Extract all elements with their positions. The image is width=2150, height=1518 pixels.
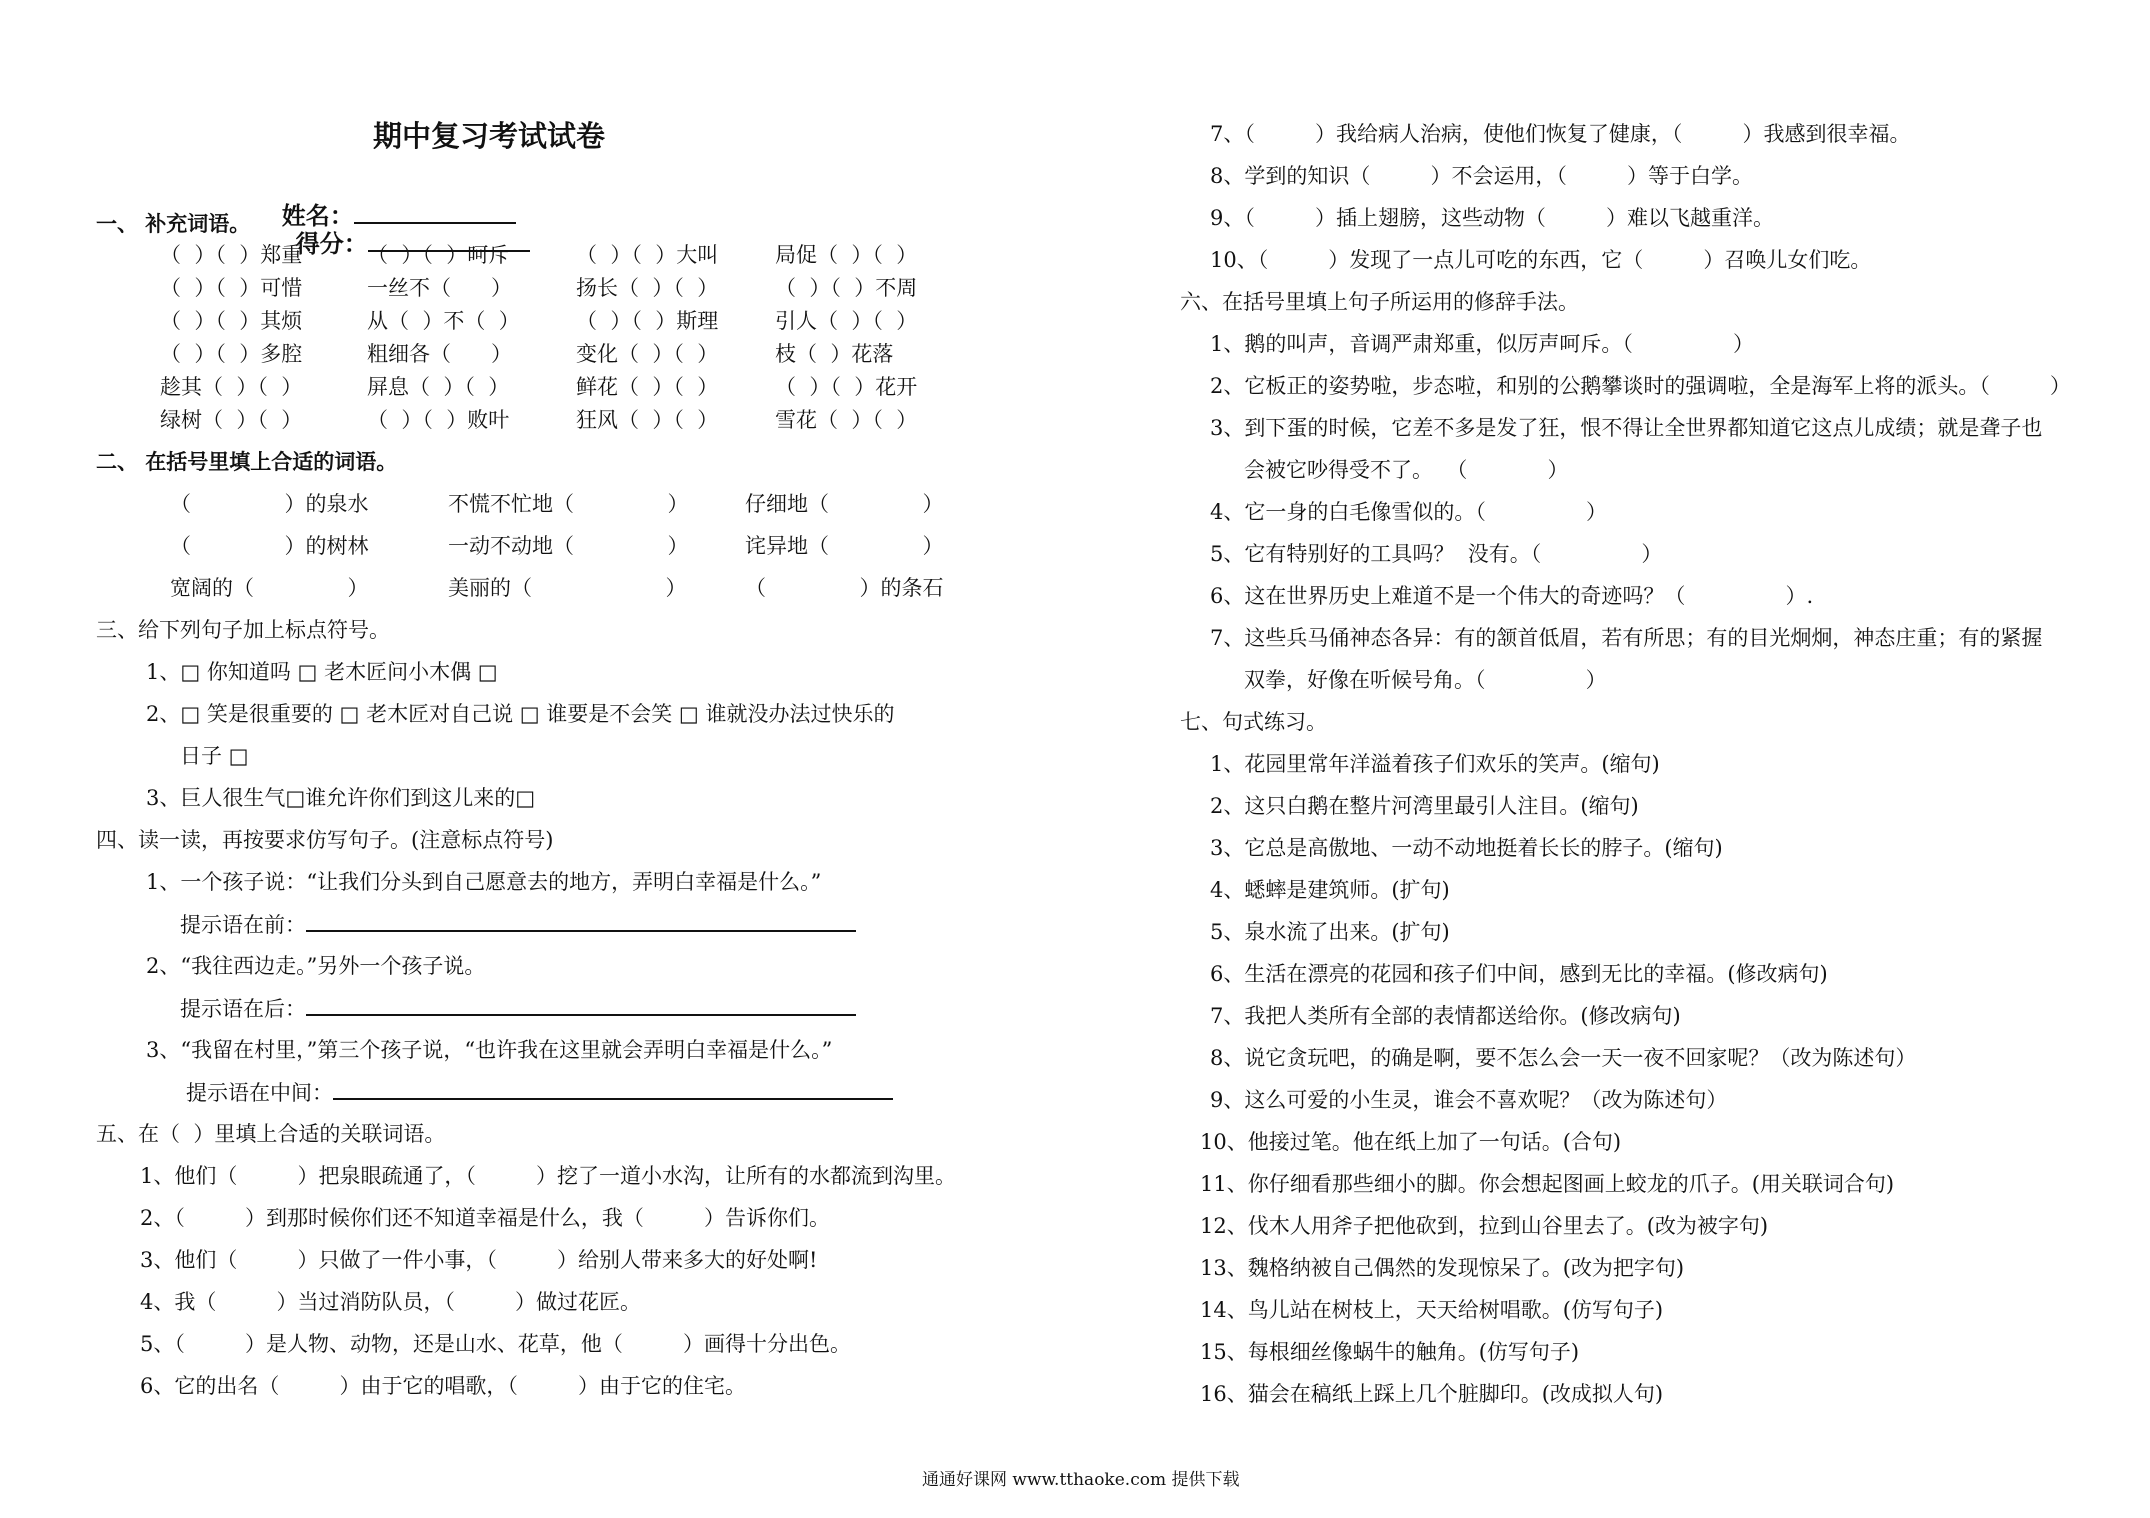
sec7-line: 6、生活在漂亮的花园和孩子们中间，感到无比的幸福。(修改病句)	[1210, 962, 1828, 986]
sec1-cell: 鲜花（ ）（ ）	[576, 375, 719, 399]
sec6-line: 1、鹅的叫声，音调严肃郑重，似厉声呵斥。（ ）	[1210, 332, 1754, 356]
sec5-line: 4、我（ ）当过消防队员，（ ）做过花匠。	[140, 1290, 642, 1314]
sec7-line: 4、蟋蟀是建筑师。(扩句)	[1210, 878, 1450, 902]
sec7-line: 5、泉水流了出来。(扩句)	[1210, 920, 1450, 944]
sec1-cell: 粗细各（ ）	[367, 342, 513, 366]
sec1-cell: 屏息（ ）（ ）	[367, 375, 510, 399]
sec1-cell: （ ）（ ）败叶	[367, 408, 510, 432]
section-1-heading: 一、 补充词语。	[96, 211, 251, 236]
sec2-cell: 仔细地（ ）	[745, 492, 944, 516]
sec4-prompt-label: 提示语在后：	[180, 997, 306, 1021]
sec6-line: 会被它吵得受不了。 （ ）	[1244, 458, 1569, 482]
sec2-cell: （ ）的条石	[745, 576, 944, 600]
sec7-line: 13、魏格纳被自己偶然的发现惊呆了。(改为把字句)	[1200, 1256, 1685, 1280]
sec5-line: 3、他们（ ）只做了一件小事，（ ）给别人带来多大的好处啊!	[140, 1248, 818, 1272]
sec3-line: 3、巨人很生气□谁允许你们到这儿来的□	[146, 786, 536, 810]
sec1-cell: （ ）（ ）大叫	[576, 243, 719, 267]
sec5-line: 7、（ ）我给病人治病，使他们恢复了健康，（ ）我感到很幸福。	[1210, 122, 1911, 146]
sec6-line: 6、这在世界历史上难道不是一个伟大的奇迹吗？（ ）.	[1210, 584, 1814, 608]
answer-line[interactable]	[306, 994, 856, 1016]
sec3-line: 2、□ 笑是很重要的 □ 老木匠对自己说 □ 谁要是不会笑 □ 谁就没办法过快乐的	[146, 702, 895, 726]
sec2-cell: 宽阔的（ ）	[170, 576, 369, 600]
sec6-line: 双拳，好像在听候号角。（ ）	[1244, 668, 1607, 692]
sec7-line: 16、猫会在稿纸上踩上几个脏脚印。(改成拟人句)	[1200, 1382, 1664, 1406]
sec5-line: 9、（ ）插上翅膀，这些动物（ ）难以飞越重洋。	[1210, 206, 1775, 230]
sec1-cell: （ ）（ ）不周	[775, 276, 918, 300]
sec1-cell: 绿树（ ）（ ）	[160, 408, 303, 432]
sec1-cell: （ ）（ ）花开	[775, 375, 918, 399]
sec7-line: 2、这只白鹅在整片河湾里最引人注目。(缩句)	[1210, 794, 1639, 818]
sec7-line: 14、鸟儿站在树枝上，天天给树唱歌。(仿写句子)	[1200, 1298, 1664, 1322]
sec1-cell: 引人（ ）（ ）	[775, 309, 918, 333]
section-6-heading: 六、在括号里填上句子所运用的修辞手法。	[1180, 290, 1579, 314]
sec7-line: 10、他接过笔。他在纸上加了一句话。(合句)	[1200, 1130, 1622, 1154]
sec4-prompt	[180, 994, 856, 1023]
sec6-line: 3、到下蛋的时候，它差不多是发了狂，恨不得让全世界都知道它这点儿成绩；就是聋子也	[1210, 416, 2043, 440]
answer-line[interactable]	[306, 910, 856, 932]
sec5-line: 6、它的出名（ ）由于它的唱歌，（ ）由于它的住宅。	[140, 1374, 747, 1398]
sec1-cell: 雪花（ ）（ ）	[775, 408, 918, 432]
sec6-line: 2、它板正的姿势啦，步态啦，和别的公鹅攀谈时的强调啦，全是海军上将的派头。（ ）	[1210, 374, 2071, 398]
sec1-cell: 从（ ）不（ ）	[367, 309, 520, 333]
sec2-cell: （ ）的树林	[170, 534, 369, 558]
page-title: 期中复习考试试卷	[373, 119, 606, 153]
sec1-cell: （ ）（ ）呵斥	[367, 243, 510, 267]
section-2-heading: 二、 在括号里填上合适的词语。	[96, 449, 398, 474]
sec4-prompt	[180, 910, 856, 939]
sec1-cell: 扬长（ ）（ ）	[576, 276, 719, 300]
sec6-line: 4、它一身的白毛像雪似的。（ ）	[1210, 500, 1607, 524]
sec5-line: 10、（ ）发现了一点儿可吃的东西，它（ ）召唤儿女们吃。	[1210, 248, 1872, 272]
name-label: 姓名：	[281, 201, 354, 230]
sec1-cell: 变化（ ）（ ）	[576, 342, 719, 366]
sec7-line: 1、花园里常年洋溢着孩子们欢乐的笑声。(缩句)	[1210, 752, 1660, 776]
sec1-cell: （ ）（ ）其烦	[160, 309, 303, 333]
page-footer: 通通好课网 www.tthaoke.com 提供下载	[922, 1470, 1240, 1490]
sec3-line: 1、□ 你知道吗 □ 老木匠问小木偶 □	[146, 660, 498, 684]
sec1-cell: （ ）（ ）可惜	[160, 276, 303, 300]
sec4-line: 2、“我往西边走。”另外一个孩子说。	[146, 954, 486, 978]
section-3-heading: 三、给下列句子加上标点符号。	[96, 618, 390, 642]
sec2-cell: 诧异地（ ）	[745, 534, 944, 558]
section-4-heading: 四、读一读，再按要求仿写句子。(注意标点符号)	[96, 828, 554, 852]
sec5-line: 8、学到的知识（ ）不会运用，（ ）等于白学。	[1210, 164, 1754, 188]
sec5-line: 2、（ ）到那时候你们还不知道幸福是什么，我（ ）告诉你们。	[140, 1206, 831, 1230]
sec4-prompt-label: 提示语在中间：	[186, 1081, 333, 1105]
sec1-cell: 趁其（ ）（ ）	[160, 375, 303, 399]
section-5-heading: 五、在（ ）里填上合适的关联词语。	[96, 1122, 446, 1146]
sec7-line: 7、我把人类所有全部的表情都送给你。(修改病句)	[1210, 1004, 1681, 1028]
sec2-cell: 一动不动地（ ）	[448, 534, 689, 558]
sec7-line: 9、这么可爱的小生灵，谁会不喜欢呢？（改为陈述句）	[1210, 1088, 1728, 1112]
sec7-line: 3、它总是高傲地、一动不动地挺着长长的脖子。(缩句)	[1210, 836, 1723, 860]
sec7-line: 12、伐木人用斧子把他砍到，拉到山谷里去了。(改为被字句)	[1200, 1214, 1769, 1238]
sec3-line: 日子 □	[180, 744, 249, 768]
sec1-cell: （ ）（ ）多腔	[160, 342, 303, 366]
sec2-cell: （ ）的泉水	[170, 492, 369, 516]
sec4-prompt	[186, 1078, 893, 1107]
sec4-prompt-label: 提示语在前：	[180, 913, 306, 937]
sec1-cell: （ ）（ ）郑重	[160, 243, 303, 267]
sec6-line: 5、它有特别好的工具吗？ 没有。（ ）	[1210, 542, 1663, 566]
sec6-line: 7、这些兵马俑神态各异：有的颔首低眉，若有所思；有的目光炯炯，神态庄重；有的紧握	[1210, 626, 2043, 650]
answer-line[interactable]	[333, 1078, 893, 1100]
sec1-cell: 一丝不（ ）	[367, 276, 513, 300]
sec1-cell: 枝（ ）花落	[775, 342, 894, 366]
sec7-line: 11、你仔细看那些细小的脚。你会想起图画上蛟龙的爪子。(用关联词合句)	[1200, 1172, 1895, 1196]
sec2-cell: 美丽的（ ）	[448, 576, 687, 600]
sec4-line: 1、一个孩子说：“让我们分头到自己愿意去的地方，弄明白幸福是什么。”	[146, 870, 822, 894]
name-blank[interactable]	[354, 202, 516, 224]
sec1-cell: （ ）（ ）斯理	[576, 309, 719, 333]
sec5-line: 1、他们（ ）把泉眼疏通了，（ ）挖了一道小水沟，让所有的水都流到沟里。	[140, 1164, 957, 1188]
sec4-line: 3、“我留在村里，”第三个孩子说，“也许我在这里就会弄明白幸福是什么。”	[146, 1038, 833, 1062]
sec5-line: 5、（ ）是人物、动物，还是山水、花草，他（ ）画得十分出色。	[140, 1332, 852, 1356]
section-7-heading: 七、句式练习。	[1180, 710, 1327, 734]
sec1-cell: 局促（ ）（ ）	[775, 243, 918, 267]
sec1-cell: 狂风（ ）（ ）	[576, 408, 719, 432]
sec2-cell: 不慌不忙地（ ）	[448, 492, 689, 516]
score-label: 得分：	[295, 229, 368, 258]
sec7-line: 15、每根细丝像蜗牛的触角。(仿写句子)	[1200, 1340, 1580, 1364]
sec7-line: 8、说它贪玩吧，的确是啊，要不怎么会一天一夜不回家呢？（改为陈述句）	[1210, 1046, 1917, 1070]
